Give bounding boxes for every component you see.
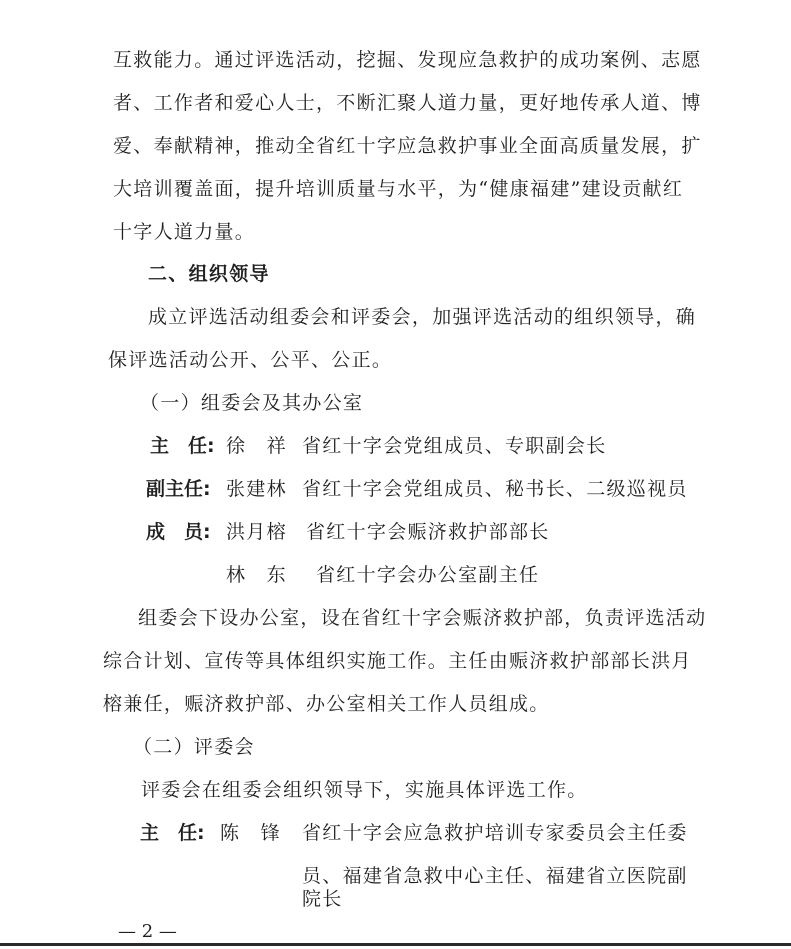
- paragraph-line: 保评选活动公开、公平、公正。: [108, 349, 393, 371]
- page-number: — 2 —: [118, 921, 177, 942]
- paragraph-line: 互救能力。通过评选活动，挖掘、发现应急救护的成功案例、志愿: [113, 49, 702, 71]
- member-title: 省红十字会赈济救护部部长: [306, 521, 550, 543]
- member-title: 省红十字会办公室副主任: [316, 564, 540, 586]
- member-title-continuation: 院长: [302, 888, 343, 910]
- paragraph-line: 大培训覆盖面，提升培训质量与水平，为“健康福建”建设贡献红: [113, 178, 684, 200]
- member-label: 主 任:: [140, 822, 205, 844]
- member-name: 洪月榕: [226, 521, 287, 543]
- member-label: 主 任:: [150, 435, 215, 457]
- bottom-rule: [0, 943, 791, 946]
- member-row: [150, 434, 607, 458]
- member-row: [146, 520, 550, 544]
- paragraph-line: 评委会在组委会组织领导下，实施具体评选工作。: [141, 779, 588, 801]
- member-title: 省红十字会党组成员、专职副会长: [302, 435, 607, 457]
- subsection-heading: （一）组委会及其办公室: [140, 392, 364, 414]
- section-heading: 二、组织领导: [148, 263, 270, 285]
- member-row: [146, 477, 688, 501]
- member-title-continuation: 员、福建省急救中心主任、福建省立医院副: [302, 865, 688, 887]
- member-row: [226, 563, 539, 587]
- member-name: 张建林: [226, 478, 287, 500]
- member-title: 省红十字会应急救护培训专家委员会主任委: [302, 822, 688, 844]
- member-name: 陈 锋: [220, 822, 281, 844]
- paragraph-line: 十字人道力量。: [113, 221, 256, 243]
- paragraph-line: 综合计划、宣传等具体组织实施工作。主任由赈济救护部部长洪月: [103, 650, 692, 672]
- paragraph-line: 者、工作者和爱心人士，不断汇聚人道力量，更好地传承人道、博: [113, 92, 702, 114]
- paragraph-line: 组委会下设办公室，设在省红十字会赈济救护部，负责评选活动: [138, 607, 707, 629]
- member-name: 徐 祥: [226, 435, 287, 457]
- paragraph-line: 爱、奉献精神，推动全省红十字应急救护事业全面高质量发展，扩: [113, 135, 702, 157]
- paragraph-line: 榕兼任，赈济救护部、办公室相关工作人员组成。: [103, 693, 550, 715]
- member-name: 林 东: [226, 564, 287, 586]
- subsection-heading: （二）评委会: [133, 736, 255, 758]
- member-label: 副主任:: [146, 478, 211, 500]
- member-row: [140, 821, 688, 845]
- member-title: 省红十字会党组成员、秘书长、二级巡视员: [302, 478, 688, 500]
- paragraph-line: 成立评选活动组委会和评委会，加强评选活动的组织领导，确: [148, 306, 697, 328]
- member-label: 成 员:: [146, 521, 211, 543]
